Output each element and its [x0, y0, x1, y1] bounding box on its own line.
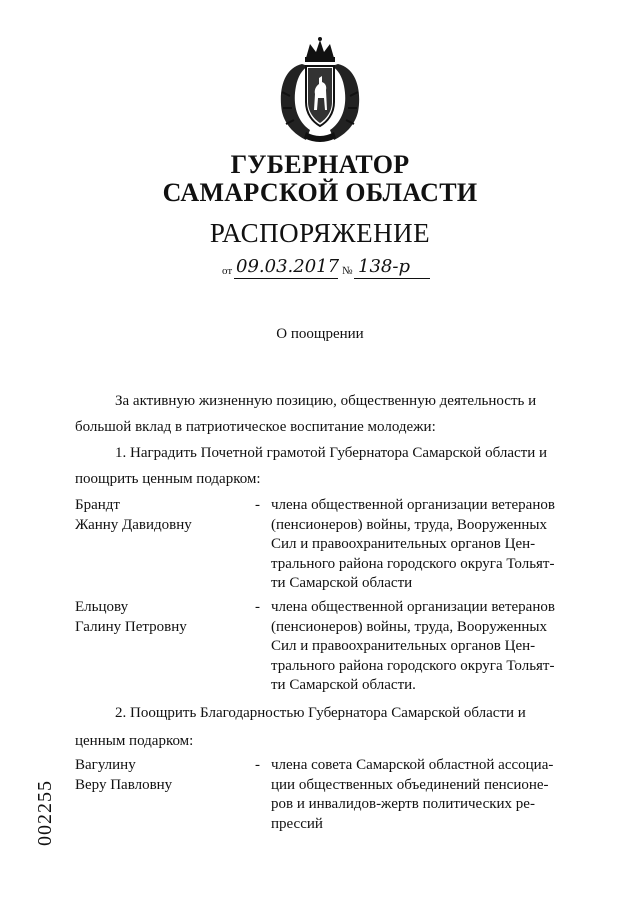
recipient-description: члена общественной организации ветеранов (пенсионеров) войны, труда, Вооруженных Сил и правоохранительных органов Цен- трального района городского округа Тольят- ти Самарской области.: [271, 599, 555, 693]
date-label: от: [222, 265, 233, 277]
item-1-line-2: поощрить ценным подарком:: [75, 471, 261, 487]
header-line-2: САМАРСКОЙ ОБЛАСТИ: [162, 178, 478, 207]
recipient-description: члена общественной организации ветеранов (пенсионеров) войны, труда, Вооруженных Сил и правоохранительных органов Цен- трального района городского округа Тольят- ти Самарской области: [271, 497, 555, 591]
date-value: 09.03.2017: [236, 256, 340, 277]
intro-line-2: большой вклад в патриотическое воспитание молодежи:: [75, 419, 436, 435]
date-underline: [234, 278, 338, 279]
samara-coat-of-arms-icon: [272, 36, 368, 144]
item-1-line-1: 1. Наградить Почетной грамотой Губернатора Самарской области и: [115, 445, 547, 461]
date-number-line: [222, 258, 432, 280]
number-label: №: [342, 265, 353, 277]
item-2-line-1: 2. Поощрить Благодарностью Губернатора Самарской области и: [115, 705, 526, 721]
entry-dash: -: [255, 497, 260, 513]
recipient-name: Брандт Жанну Давидовну: [75, 497, 192, 533]
header-line-1: ГУБЕРНАТОР: [230, 150, 410, 179]
side-registration-number: 002255: [34, 780, 56, 846]
number-value: 138-р: [358, 256, 410, 277]
entry-dash: -: [255, 757, 260, 773]
item-2-line-2: ценным подарком:: [75, 733, 194, 749]
number-underline: [354, 278, 430, 279]
recipient-name: Ельцову Галину Петровну: [75, 599, 187, 635]
recipient-name: Вагулину Веру Павловну: [75, 757, 173, 793]
recipient-description: члена совета Самарской областной ассоциа- ции общественных объединений пенсионе- ров и инвалидов-жертв политических ре- прессий: [271, 757, 554, 832]
document-type: РАСПОРЯЖЕНИЕ: [209, 218, 431, 248]
document-subject: О поощрении: [276, 326, 364, 342]
intro-line-1: За активную жизненную позицию, общественную деятельность и: [115, 393, 537, 409]
entry-dash: -: [255, 599, 260, 615]
